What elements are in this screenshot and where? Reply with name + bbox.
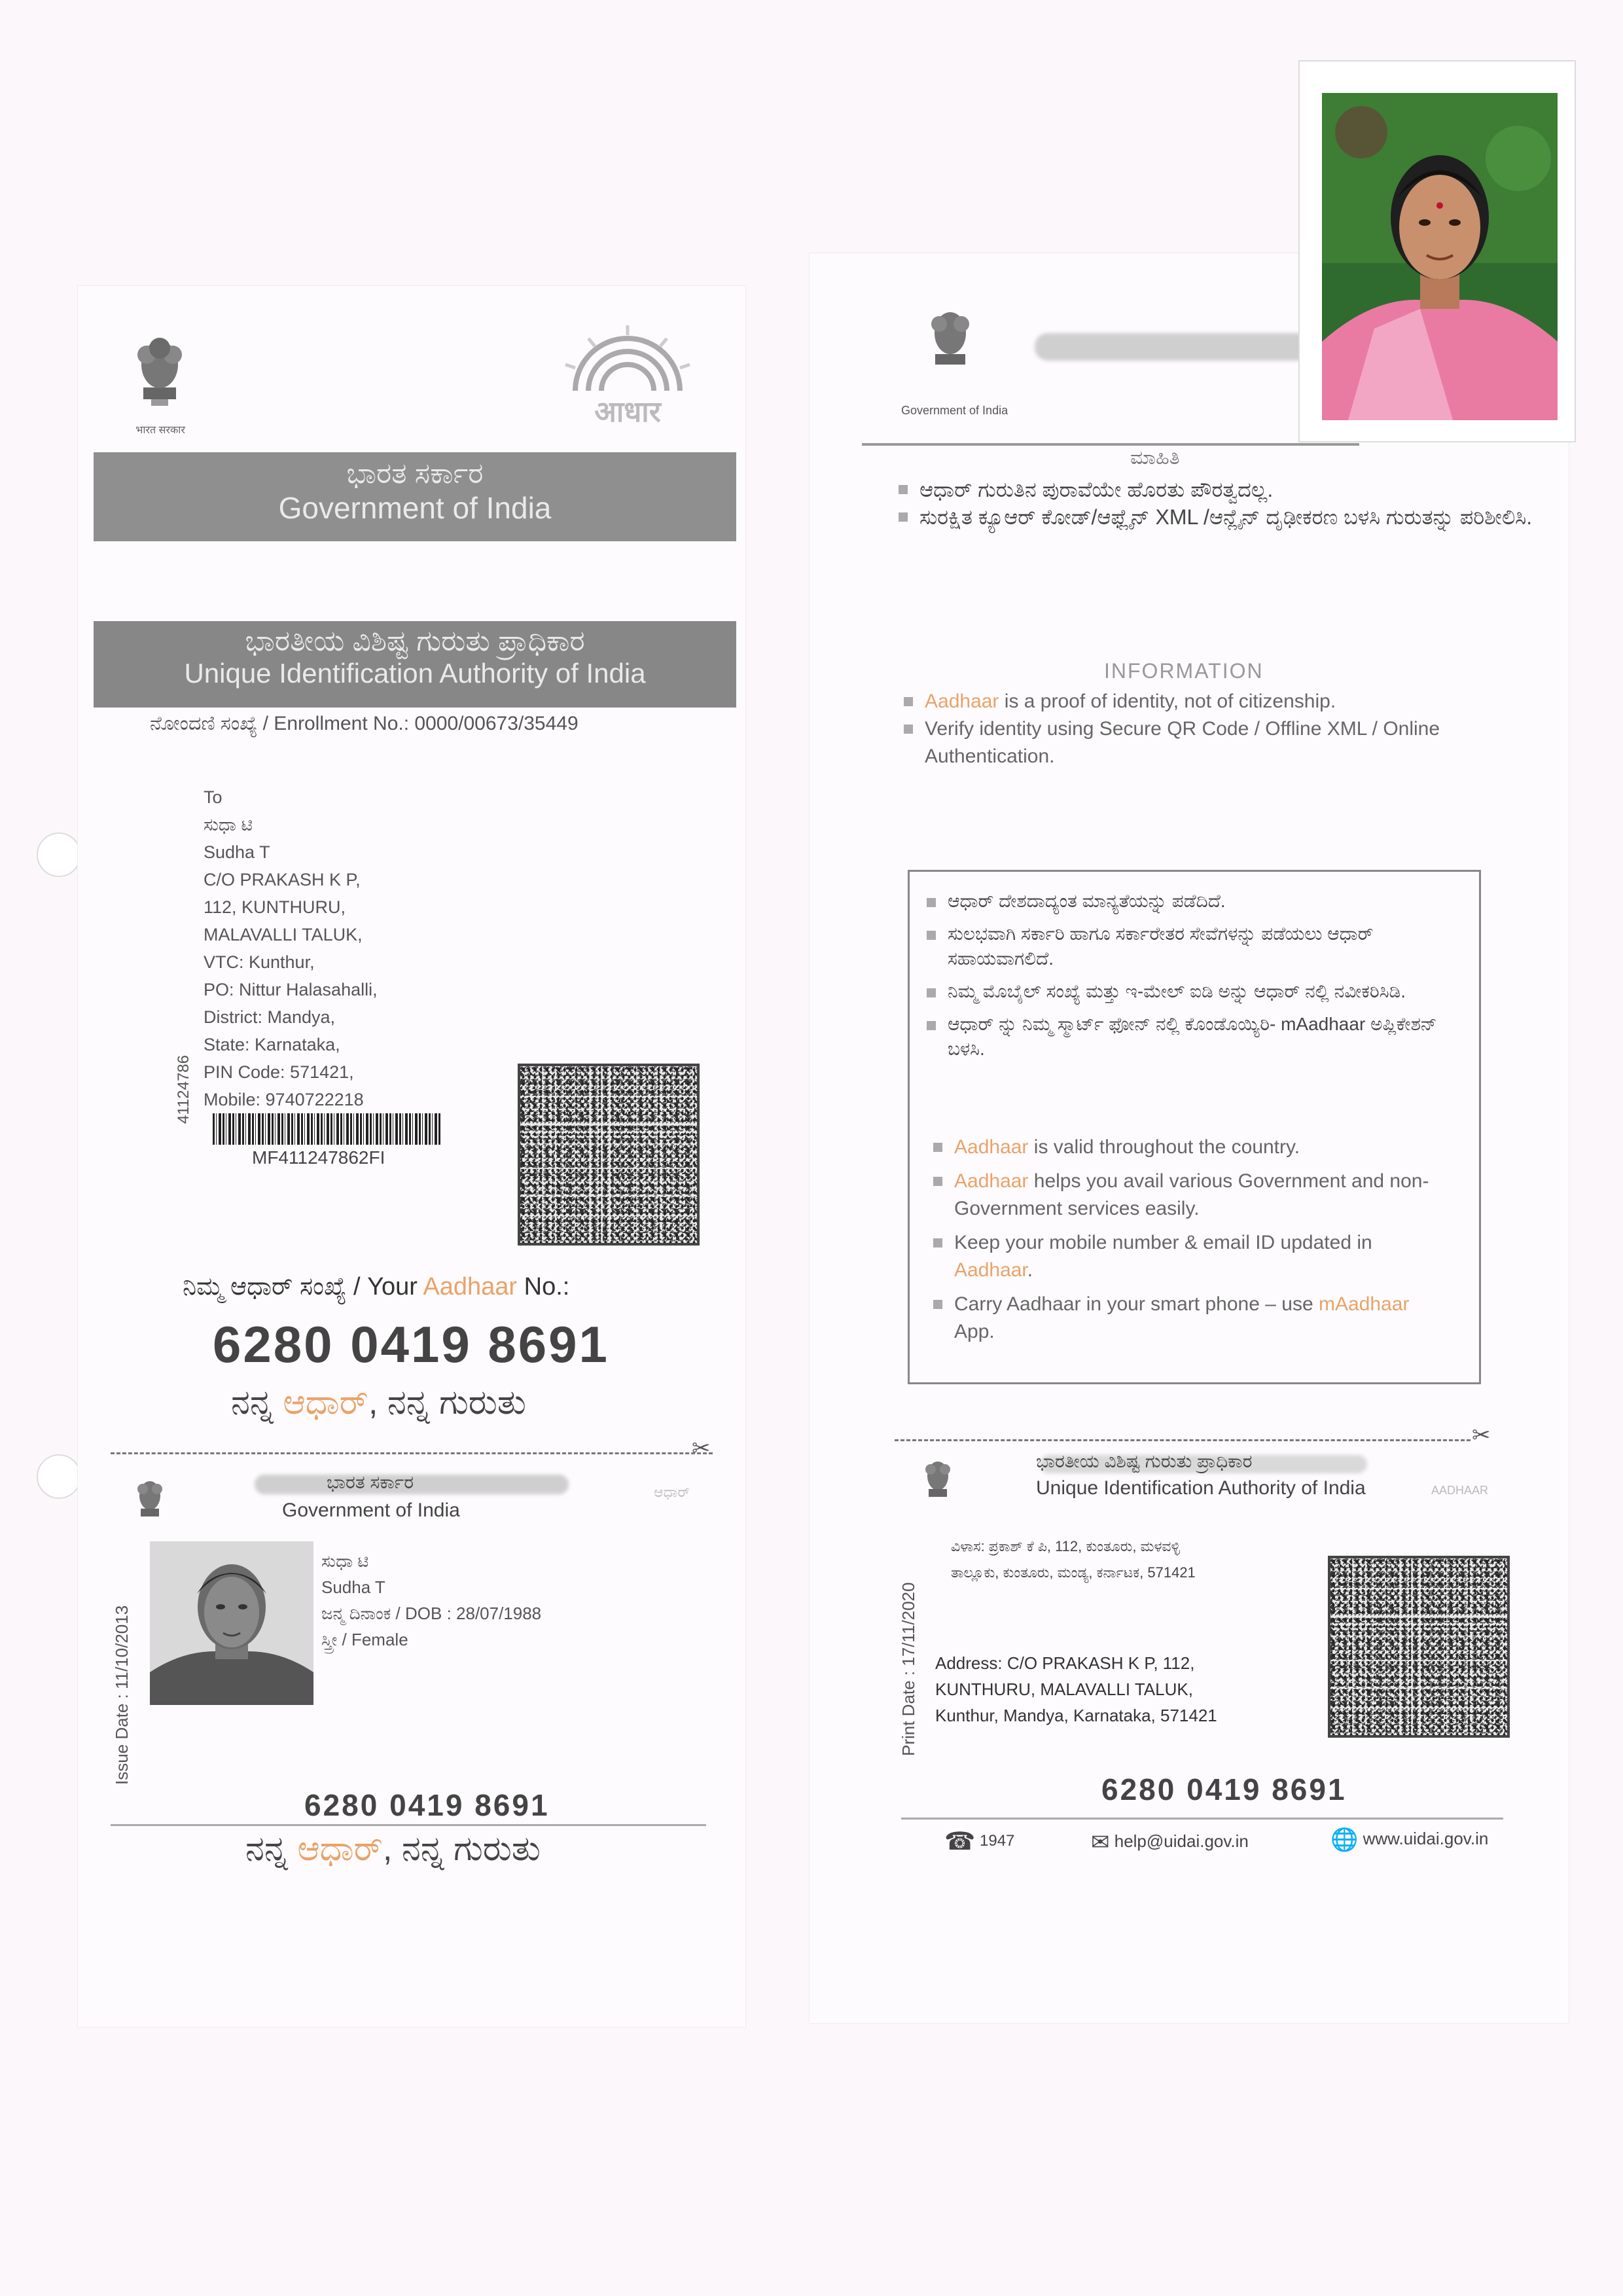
scissor-icon: ✂	[1472, 1423, 1491, 1448]
address-line: ಸುಧಾ ಟಿ	[204, 815, 253, 834]
address-line: C/O PRAKASH K P,	[204, 870, 361, 889]
your-aadhaar-kn: ನಿಮ್ಮ ಆಧಾರ್ ಸಂಖ್ಯೆ	[183, 1273, 347, 1300]
card-logo-text: ಆಧಾರ್	[654, 1484, 690, 1500]
info-en-item: Verify identity using Secure QR Code / Offline XML / Online Authentication.	[900, 715, 1489, 770]
info-text: is a proof of identity, not of citizenship.	[999, 691, 1336, 712]
info-kn-item: ಆಧಾರ್ ಗುರುತಿನ ಪುರಾವೆಯೇ ಹೊರತು ಪೌರತ್ವದಲ್ಲ.	[895, 476, 1549, 503]
box-kn-item: ಸುಲಭವಾಗಿ ಸರ್ಕಾರಿ ಹಾಗೂ ಸರ್ಕಾರೇತರ ಸೇವೆಗಳನ್ನು ಪಡೆಯಲು ಆಧಾರ್ ಸಹಾಯವಾಗಲಿದೆ.	[923, 922, 1446, 971]
emblem-caption: भारत सरकार	[135, 425, 185, 436]
ashoka-emblem-icon	[130, 1471, 169, 1530]
box-text: .	[1027, 1259, 1033, 1281]
tagline-part: , ನನ್ನ ಗುರುತು	[382, 1830, 541, 1868]
box-en-item	[929, 1168, 1453, 1223]
aadhaar-word: Aadhaar	[954, 1136, 1029, 1158]
address-line: Mobile: 9740722218	[204, 1090, 364, 1109]
card-gov-kn: ಭಾರತ ಸರ್ಕಾರ	[327, 1472, 414, 1492]
address-line: State: Karnataka,	[204, 1035, 340, 1054]
box-en-item	[929, 1134, 1453, 1161]
email-contact	[1091, 1829, 1249, 1856]
holder-color-photo	[1322, 93, 1558, 420]
card-aadhaar-number: 6280 0419 8691	[304, 1788, 550, 1822]
addr-en-line: Address: C/O PRAKASH K P, 112,	[935, 1653, 1195, 1673]
address-line: 112, KUNTHURU,	[204, 897, 346, 917]
aadhaar-word: Aadhaar	[925, 691, 999, 712]
card-divider	[901, 1818, 1503, 1820]
tagline-part: , ನನ್ನ ಗುರುತು	[368, 1384, 526, 1422]
addr-kn-line: ತಾಲ್ಲೂಕು, ಕುಂತೂರು, ಮಂಡ್ಯ, ಕರ್ನಾಟಕ, 571421	[951, 1564, 1196, 1581]
box-kn-item: ಆಧಾರ್ ದೇಶದಾದ್ಯಂತ ಮಾನ್ಯತೆಯನ್ನು ಪಡೆದಿದೆ.	[923, 889, 1446, 914]
info-en-title: INFORMATION	[1104, 659, 1264, 683]
box-text: Keep your mobile number & email ID updated in	[954, 1232, 1372, 1253]
card-holder-details	[321, 1548, 541, 1653]
scissor-icon: ✂	[692, 1436, 711, 1461]
card-logo-text: AADHAAR	[1431, 1484, 1489, 1497]
gov-name-kannada: ಭಾರತ ಸರ್ಕಾರ	[346, 457, 484, 490]
card-gov-en: Government of India	[282, 1499, 460, 1521]
aadhaar-word: Aadhaar	[423, 1273, 518, 1300]
recipient-address	[204, 783, 378, 1113]
addr-en-line: KUNTHURU, MALAVALLI TALUK,	[935, 1679, 1193, 1699]
your-aadhaar-no: No.:	[524, 1273, 570, 1300]
card-address-en	[935, 1650, 1217, 1729]
right-letter-sheet	[809, 253, 1569, 2024]
card-name-en: Sudha T	[321, 1577, 385, 1597]
enrollment-number: ನೋಂದಣಿ ಸಂಖ್ಯೆ / Enrollment No.: 0000/00673/35449	[150, 713, 579, 734]
issue-date: Issue Date : 11/10/2013	[112, 1605, 132, 1785]
card-address-kn	[951, 1534, 1196, 1586]
header-divider	[862, 443, 1359, 446]
box-kn-item: ಆಧಾರ್ ನ್ನು ನಿಮ್ಮ ಸ್ಮಾರ್ಟ್ ಫೋನ್ ನಲ್ಲಿ ಕೊಂಡೊಯ್ಯಿರಿ- mAadhaar ಅಪ್ಲಿಕೇಶನ್ ಬಳಸಿ.	[923, 1012, 1446, 1062]
info-kn-list	[895, 476, 1549, 531]
box-en-item	[929, 1229, 1453, 1284]
info-kn-item: ಸುರಕ್ಷಿತ ಕ್ಯೂಆರ್ ಕೋಡ್/ಆಫ್ಲೈನ್ XML /ಆನ್ಲೈನ್ ದೃಢೀಕರಣ ಬಳಸಿ ಗುರುತನ್ನು ಪರಿಶೀಲಿಸಿ.	[895, 503, 1549, 531]
barcode	[213, 1113, 442, 1145]
tagline-part: ನನ್ನ	[245, 1830, 288, 1868]
box-text: is valid throughout the country.	[1028, 1136, 1300, 1158]
gov-name-english: Government of India	[278, 491, 552, 525]
ashoka-emblem-icon	[124, 325, 196, 423]
info-en-list	[900, 688, 1489, 770]
phone-contact	[944, 1827, 1014, 1856]
tagline-aadhaar: ಆಧಾರ್	[283, 1384, 368, 1422]
card-aadhaar-number: 6280 0419 8691	[1101, 1772, 1347, 1806]
card-divider	[111, 1824, 706, 1826]
box-text: Carry Aadhaar in your smart phone – use	[954, 1293, 1319, 1315]
uidai-name-english: Unique Identification Authority of India	[184, 658, 646, 689]
ashoka-emblem-icon	[918, 1451, 957, 1510]
address-line: Sudha T	[204, 842, 270, 862]
emblem-caption: Government of India	[901, 404, 1008, 417]
maadhaar-word: mAadhaar	[1318, 1293, 1410, 1315]
print-date: Print Date : 17/11/2020	[899, 1582, 918, 1756]
box-en-item	[929, 1291, 1453, 1346]
uidai-name-kannada: ಭಾರತೀಯ ವಿಶಿಷ್ಟ ಗುರುತು ಪ್ರಾಧಿಕಾರ	[245, 625, 585, 657]
uidai-banner	[94, 621, 736, 708]
website-contact	[1330, 1827, 1488, 1853]
card-name-kn: ಸುಧಾ ಟಿ	[321, 1551, 369, 1571]
side-reference-number: 41124786	[175, 1055, 192, 1124]
holder-photo	[150, 1541, 313, 1705]
website-url: www.uidai.gov.in	[1363, 1828, 1489, 1848]
info-en-item	[900, 688, 1489, 715]
punch-hole	[37, 833, 81, 877]
card-uidai-kn: ಭಾರತೀಯ ವಿಶಿಷ್ಟ ಗುರುತು ಪ್ರಾಧಿಕಾರ	[1036, 1451, 1253, 1471]
cut-line	[895, 1439, 1471, 1441]
card-uidai-en: Unique Identification Authority of India	[1036, 1477, 1366, 1499]
pasted-photo-frame	[1298, 60, 1576, 442]
box-text: App.	[954, 1321, 995, 1342]
phone-number: 1947	[980, 1831, 1015, 1850]
ashoka-emblem-icon	[921, 299, 980, 384]
info-kn-title: ಮಾಹಿತಿ	[1130, 447, 1180, 469]
box-en-list	[929, 1134, 1453, 1346]
qr-code	[518, 1064, 700, 1246]
punch-hole	[37, 1454, 81, 1499]
address-line: PIN Code: 571421,	[204, 1062, 354, 1082]
box-kn-item: ನಿಮ್ಮ ಮೊಬೈಲ್ ಸಂಖ್ಯೆ ಮತ್ತು ಇ-ಮೇಲ್ ಐಡಿ ಅನ್ನು ಆಧಾರ್ ನಲ್ಲಿ ನವೀಕರಿಸಿಡಿ.	[923, 979, 1446, 1004]
left-letter-sheet	[77, 285, 746, 2028]
card-gender: ಸ್ತ್ರೀ / Female	[321, 1630, 408, 1649]
cut-line	[111, 1452, 713, 1454]
address-line: MALAVALLI TALUK,	[204, 925, 363, 944]
address-line: VTC: Kunthur,	[204, 952, 315, 972]
aadhaar-logo-text: आधार	[594, 396, 661, 428]
tagline	[231, 1383, 526, 1423]
card-tagline	[245, 1829, 541, 1869]
aadhaar-word: Aadhaar	[954, 1259, 1027, 1281]
aadhaar-word: Aadhaar	[954, 1170, 1029, 1192]
redacted-header	[1035, 333, 1336, 361]
globe-icon: 🌐	[1330, 1827, 1359, 1852]
info-box	[908, 870, 1481, 1384]
barcode-text: MF411247862FI	[252, 1147, 385, 1168]
box-text: helps you avail various Government and non-Government services easily.	[954, 1170, 1429, 1219]
gov-banner	[94, 452, 736, 541]
tagline-aadhaar: ಆಧಾರ್	[297, 1830, 383, 1868]
addr-en-line: Kunthur, Mandya, Karnataka, 571421	[935, 1706, 1217, 1725]
your-aadhaar-sep: / Your	[353, 1273, 418, 1300]
your-aadhaar-label	[183, 1273, 569, 1301]
address-line: PO: Nittur Halasahalli,	[204, 980, 378, 999]
phone-icon: ☎	[944, 1828, 976, 1856]
address-line: District: Mandya,	[204, 1007, 336, 1027]
address-to: To	[204, 787, 223, 807]
aadhaar-number: 6280 0419 8691	[213, 1316, 609, 1373]
tagline-part: ನನ್ನ	[231, 1384, 274, 1422]
box-kn-list	[923, 889, 1446, 1069]
email-address: help@uidai.gov.in	[1114, 1831, 1249, 1851]
addr-kn-line: ವಿಳಾಸ: ಪ್ರಕಾಶ್ ಕೆ ಪಿ, 112, ಕುಂತೂರು, ಮಳವಳ್ಳಿ	[951, 1538, 1180, 1554]
card-qr-code	[1328, 1556, 1510, 1738]
card-dob: ಜನ್ಮ ದಿನಾಂಕ / DOB : 28/07/1988	[321, 1604, 542, 1623]
mail-icon: ✉	[1091, 1830, 1110, 1855]
